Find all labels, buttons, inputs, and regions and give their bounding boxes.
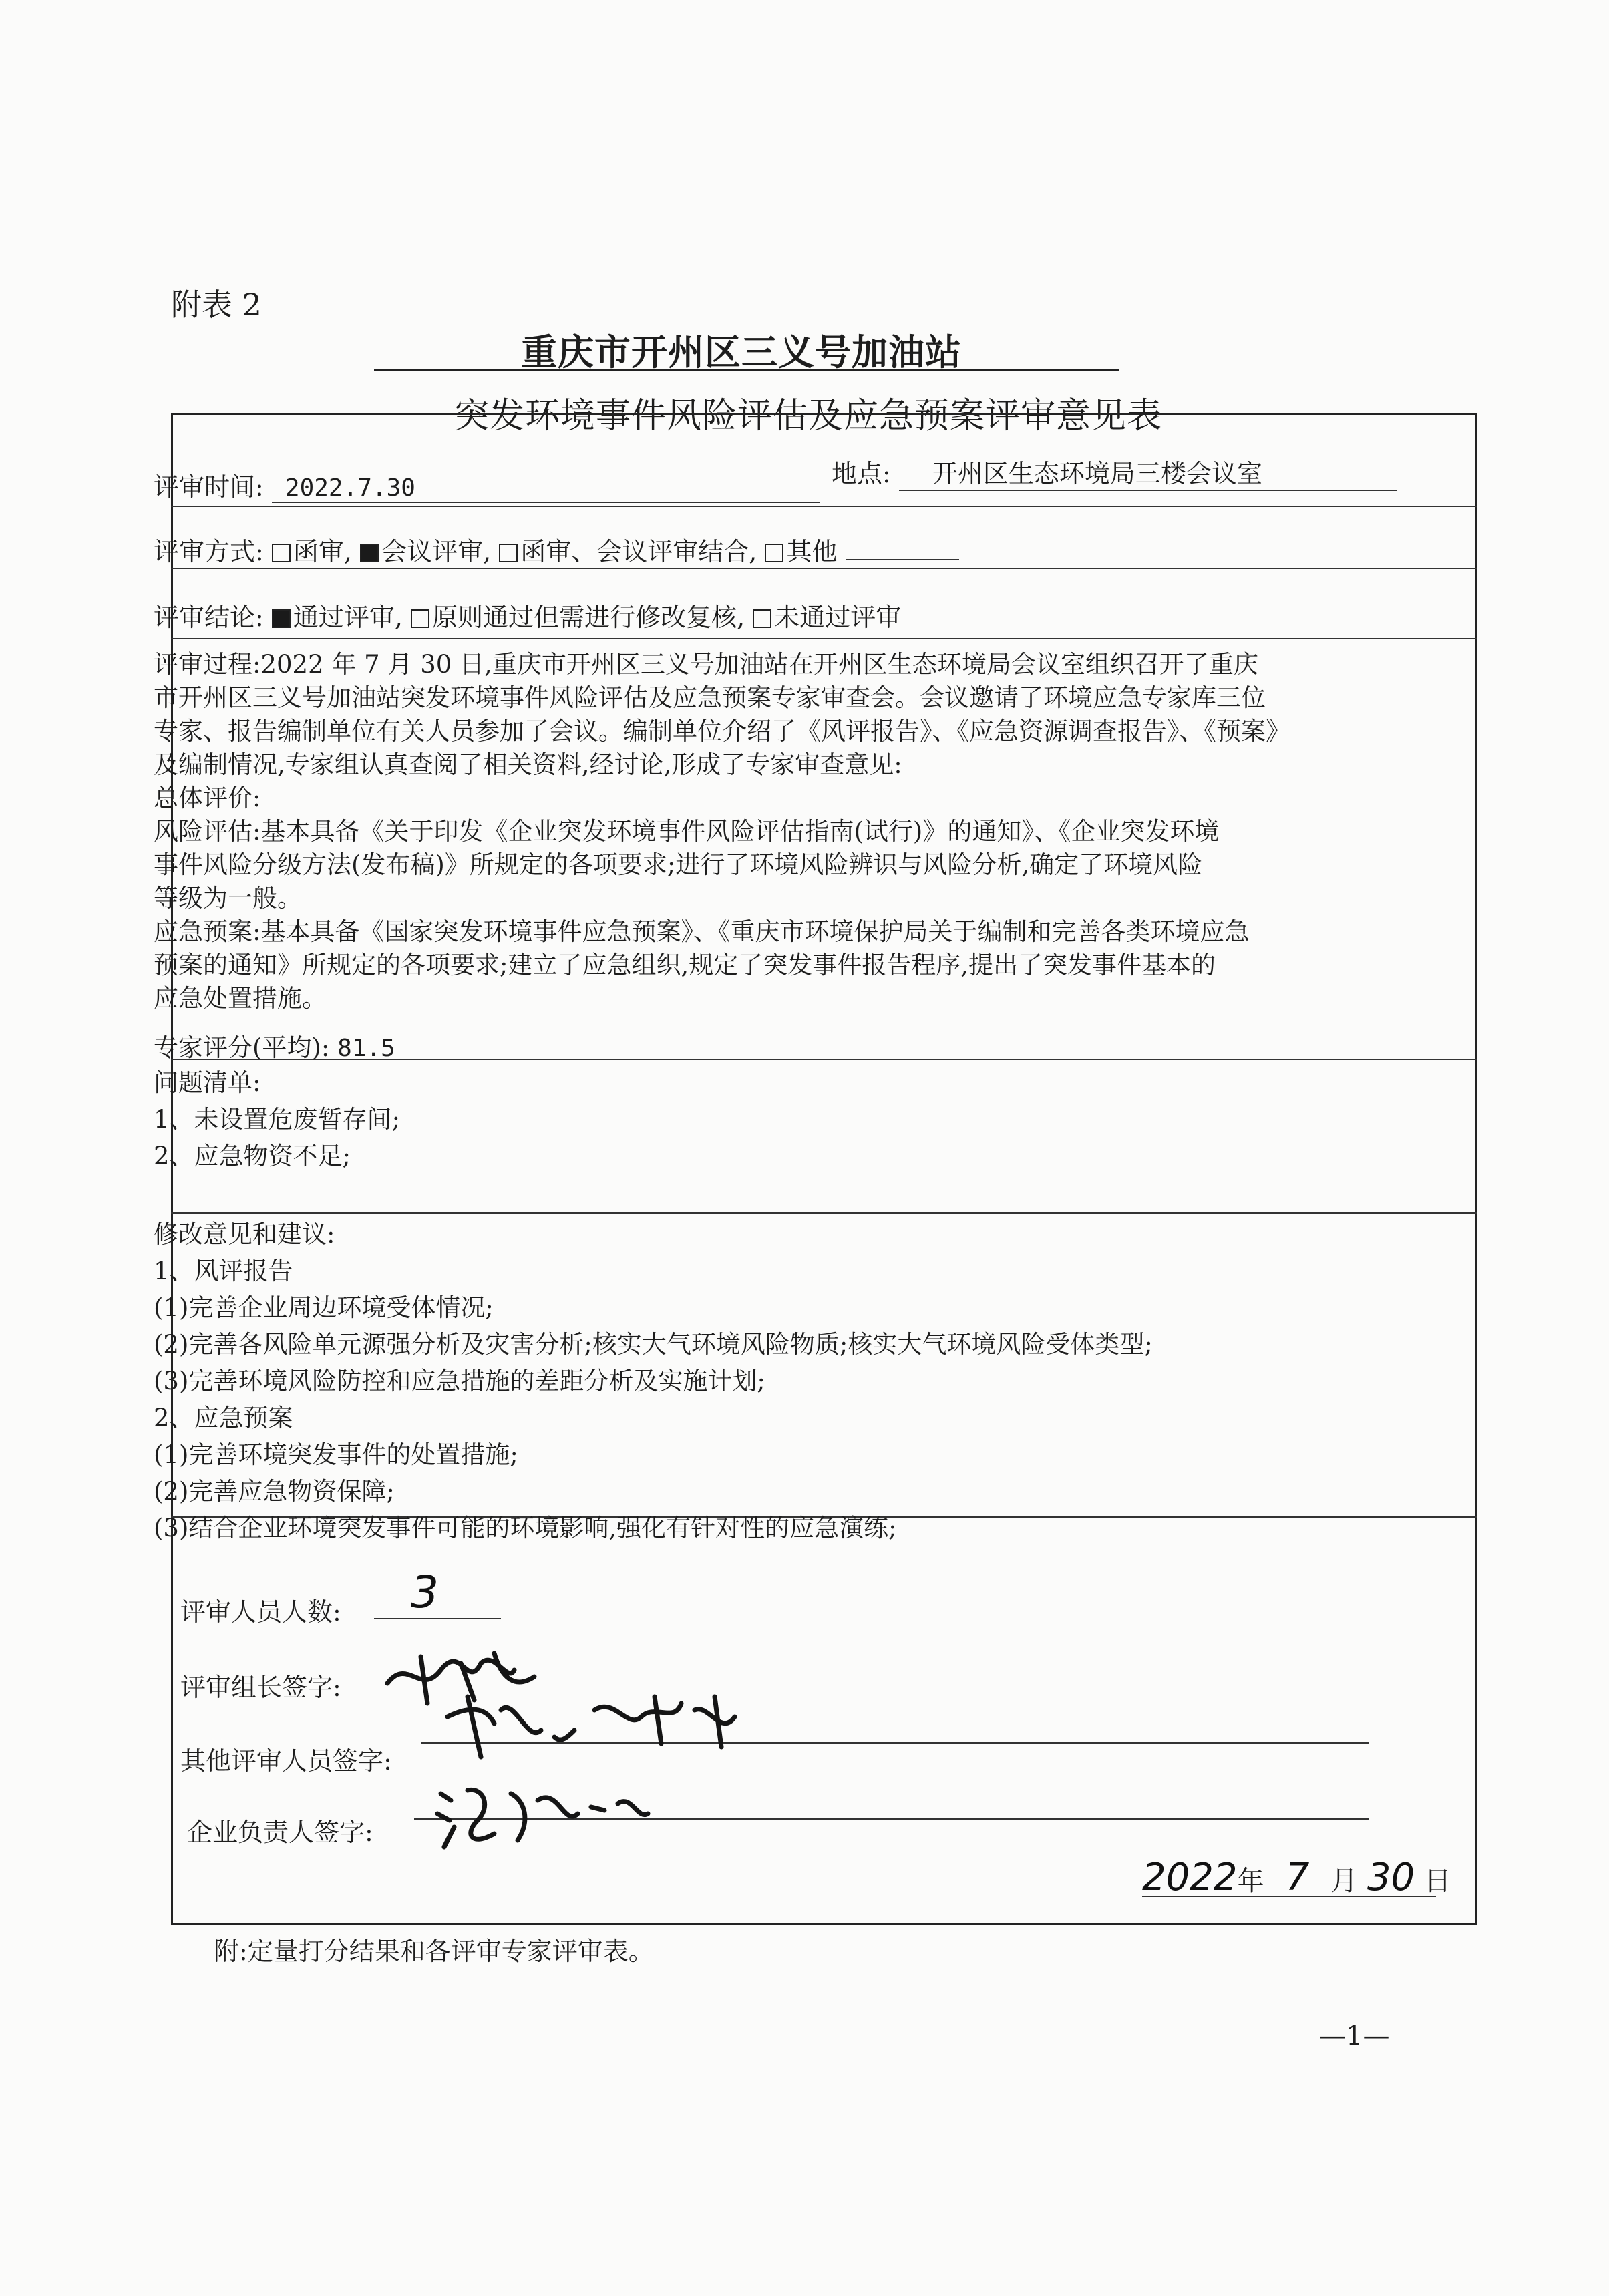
- list-item: (3)结合企业环境突发事件可能的环境影响,强化有针对性的应急演练;: [154, 1514, 897, 1542]
- method-option[interactable]: 其他: [765, 537, 837, 566]
- issue-list-title: 问题清单:: [154, 1068, 261, 1097]
- review-place-value: 开州区生态环境局三楼会议室: [899, 453, 1397, 491]
- review-conclusion-row: [154, 597, 901, 633]
- form-title: 突发环境事件风险评估及应急预案评审意见表: [454, 396, 1162, 436]
- date-year: 2022: [1142, 1856, 1238, 1899]
- review-time-value: 2022.7.30: [272, 474, 820, 503]
- page-number: —1—: [1319, 2021, 1390, 2052]
- company-name: 重庆市开州区三义号加油站: [521, 331, 962, 373]
- review-place-row: [832, 453, 1397, 491]
- process-line: 应急处置措施。: [154, 984, 327, 1013]
- row-divider: [171, 506, 1477, 507]
- list-item: (3)完善环境风险防控和应急措施的差距分析及实施计划;: [154, 1367, 765, 1396]
- list-item: 2、应急物资不足;: [154, 1142, 351, 1170]
- list-item: 2、应急预案: [154, 1404, 293, 1432]
- conclusion-option[interactable]: 通过评审,: [272, 603, 403, 632]
- date-day-unit: 日: [1424, 1866, 1451, 1897]
- row-divider: [171, 1212, 1477, 1214]
- other-reviewers-signature-label: 其他评审人员签字:: [180, 1746, 392, 1776]
- suggestion-list-title: 修改意见和建议:: [154, 1220, 335, 1249]
- date-day: 30: [1367, 1856, 1415, 1899]
- checkbox-icon: [499, 544, 518, 562]
- date-month: 7: [1285, 1856, 1310, 1899]
- list-item: 1、风评报告: [154, 1257, 293, 1285]
- review-conclusion-label: 评审结论:: [154, 603, 264, 632]
- leader-signature-label: 评审组长签字:: [180, 1673, 341, 1702]
- checkbox-checked-icon: [360, 544, 379, 562]
- expert-score-row: [154, 1027, 395, 1063]
- reviewer-count-label: 评审人员人数:: [180, 1597, 341, 1627]
- conclusion-option[interactable]: 未通过评审: [753, 603, 901, 632]
- reviewer-count-value: 3: [411, 1567, 439, 1618]
- list-item: (1)完善企业周边环境受体情况;: [154, 1293, 494, 1322]
- list-item: (1)完善环境突发事件的处置措施;: [154, 1440, 518, 1469]
- attachment-note: 附:定量打分结果和各评审专家评审表。: [214, 1937, 654, 1966]
- conclusion-option[interactable]: 原则通过但需进行修改复核,: [411, 603, 745, 632]
- other-reviewers-signature-stroke: [448, 1697, 735, 1757]
- suggestion-list: [154, 1216, 1443, 1546]
- process-line: 风险评估:基本具备《关于印发《企业突发环境事件风险评估指南(试行)》的通知》、《企业突发环境: [154, 817, 1220, 846]
- method-option[interactable]: 函审、会议评审结合,: [499, 537, 757, 566]
- process-line: 等级为一般。: [154, 884, 302, 913]
- process-line: 评审过程:2022 年 7 月 30 日,重庆市开州区三义号加油站在开州区生态环境局会议室组织召开了重庆: [154, 650, 1258, 679]
- expert-score-value: 81.5: [337, 1035, 395, 1062]
- method-option[interactable]: 会议评审,: [360, 537, 491, 566]
- checkbox-icon: [272, 544, 291, 562]
- count-underline: [374, 1618, 501, 1619]
- review-method-label: 评审方式:: [154, 537, 264, 566]
- process-line: 及编制情况,专家组认真查阅了相关资料,经讨论,形成了专家审查意见:: [154, 750, 902, 779]
- date-year-unit: 年: [1237, 1866, 1264, 1897]
- owner-signature: [431, 1774, 651, 1854]
- review-time-row: [154, 466, 820, 503]
- other-blank: [846, 535, 959, 560]
- process-line: 应急预案:基本具备《国家突发环境事件应急预案》、《重庆市环境保护局关于编制和完善各类环境应急: [154, 917, 1250, 946]
- checkbox-checked-icon: [272, 609, 291, 628]
- method-option[interactable]: 函审,: [272, 537, 352, 566]
- list-item: (2)完善应急物资保障;: [154, 1477, 395, 1506]
- process-line: 市开州区三义号加油站突发环境事件风险评估及应急预案专家审查会。会议邀请了环境应急专家库三位: [154, 683, 1266, 712]
- process-line: 总体评价:: [154, 784, 261, 812]
- checkbox-icon: [765, 544, 783, 562]
- row-divider: [171, 568, 1477, 569]
- row-divider: [171, 638, 1477, 639]
- owner-signature-label: 企业负责人签字:: [187, 1818, 373, 1847]
- signature-date: [1142, 1856, 1451, 1899]
- issue-list: [154, 1064, 1443, 1174]
- other-reviewers-signature: [441, 1683, 755, 1764]
- review-place-label: 地点:: [832, 459, 891, 488]
- review-method-row: [154, 531, 959, 568]
- date-underline: [1142, 1896, 1436, 1897]
- checkbox-icon: [753, 609, 771, 628]
- appendix-label: 附表 2: [171, 287, 262, 323]
- expert-score-label: 专家评分(平均):: [154, 1033, 330, 1062]
- list-item: 1、未设置危废暂存间;: [154, 1105, 401, 1134]
- review-process: [154, 648, 1443, 1015]
- review-time-label: 评审时间:: [154, 472, 264, 502]
- checkbox-icon: [411, 609, 429, 628]
- process-line: 事件风险分级方法(发布稿)》所规定的各项要求;进行了环境风险辨识与风险分析,确定了环境风险: [154, 850, 1203, 879]
- date-month-unit: 月: [1330, 1866, 1358, 1897]
- owner-signature-stroke: [437, 1790, 648, 1847]
- list-item: (2)完善各风险单元源强分析及灾害分析;核实大气环境风险物质;核实大气环境风险受体类型;: [154, 1330, 1153, 1359]
- process-line: 预案的通知》所规定的各项要求;建立了应急组织,规定了突发事件报告程序,提出了突发事件基本的: [154, 951, 1216, 979]
- process-line: 专家、报告编制单位有关人员参加了会议。编制单位介绍了《风评报告》、《应急资源调查报告》、《预案》: [154, 717, 1290, 746]
- company-underline: [374, 369, 1119, 371]
